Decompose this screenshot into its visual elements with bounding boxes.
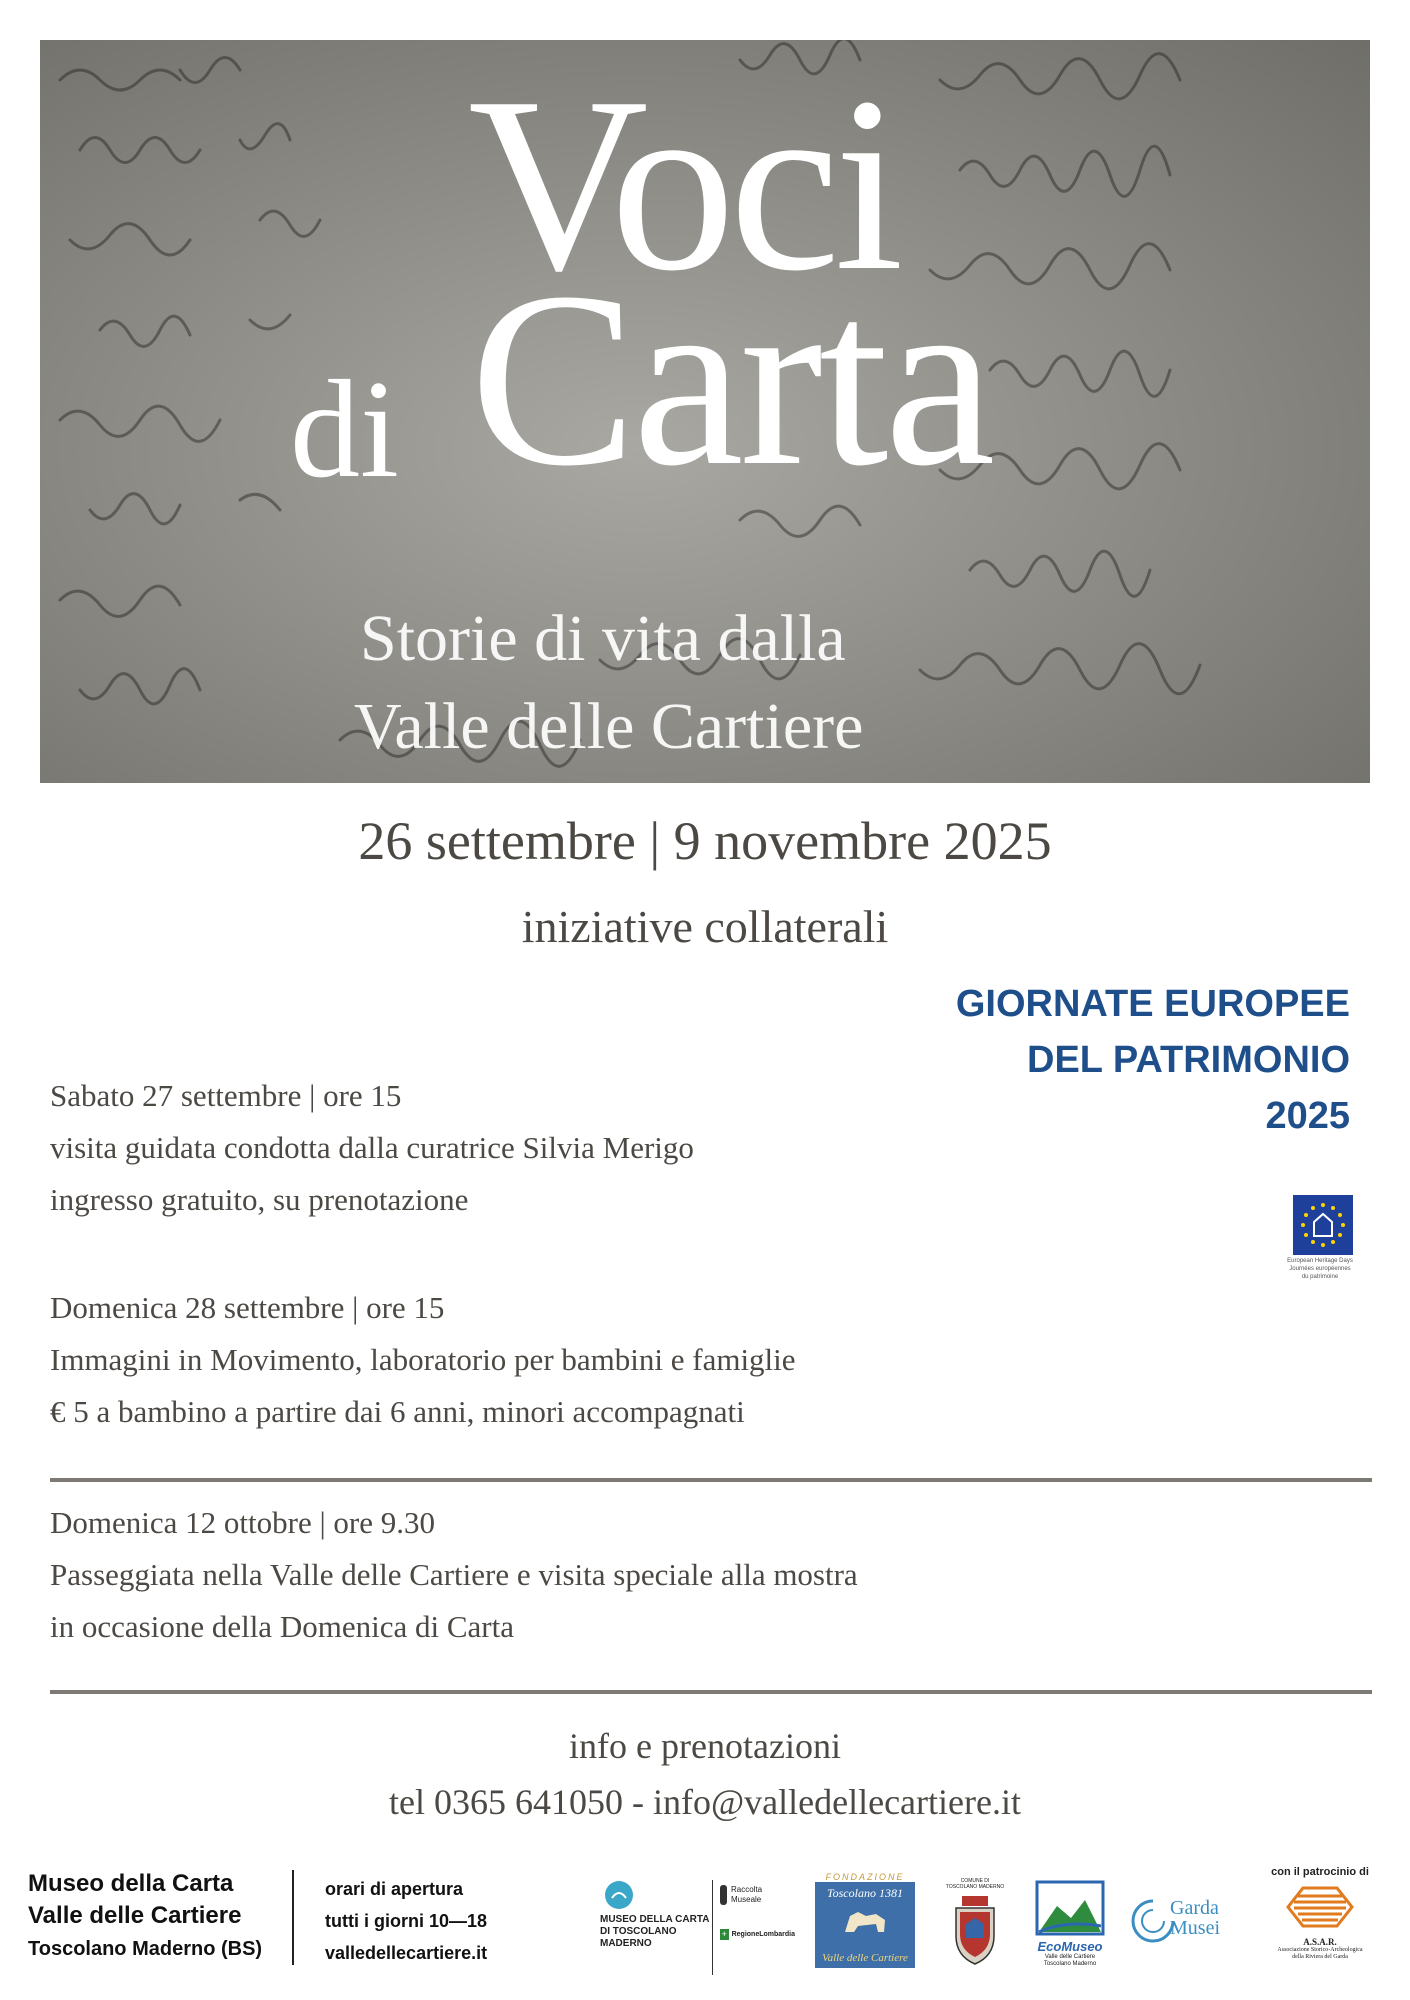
asar-emblem-icon xyxy=(1278,1882,1362,1932)
garda-text: Garda xyxy=(1170,1897,1219,1919)
asar-logo xyxy=(1250,1866,1390,1961)
hours-value: tutti i giorni 10—18 xyxy=(325,1911,488,1931)
eu-stars-icon xyxy=(1294,1196,1352,1254)
hero-image xyxy=(40,40,1370,783)
subtitle-line-1: Storie di vita dalla xyxy=(360,602,846,675)
crest-icon xyxy=(948,1894,1002,1966)
ecomuseo-text: Toscolano Maderno xyxy=(1043,1961,1097,1967)
raccolta-text: Raccolta xyxy=(731,1885,763,1894)
footer-divider xyxy=(292,1870,294,1965)
ecomuseo-icon xyxy=(1035,1880,1105,1936)
museum-subname: Valle delle Cartiere xyxy=(28,1902,242,1929)
logo-divider xyxy=(712,1880,713,1975)
regione-cross-icon: + xyxy=(721,1929,727,1939)
raccolta-text: Museale xyxy=(731,1895,762,1904)
event-line: Immagini in Movimento, laboratorio per bambini e famiglie xyxy=(50,1342,796,1377)
collateral-heading: iniziative collaterali xyxy=(521,901,889,952)
event-when: Sabato 27 settembre | ore 15 xyxy=(50,1078,402,1113)
event-line: € 5 a bambino a partire dai 6 anni, minori accompagnati xyxy=(50,1394,745,1429)
footer-museum xyxy=(28,1868,262,1966)
patrocinio-text: con il patrocinio di xyxy=(1271,1866,1369,1878)
fondazione-badge xyxy=(815,1882,915,1968)
fondazione-text: FONDAZIONE xyxy=(825,1872,905,1882)
eu-caption-2: Journées européennes xyxy=(1289,1266,1351,1272)
raccolta-museale-logo xyxy=(720,1885,795,1940)
eu-caption-1: European Heritage Days xyxy=(1287,1258,1353,1264)
footer-hours xyxy=(325,1873,487,1969)
info-heading: info e prenotazioni xyxy=(569,1726,841,1766)
museum-location: Toscolano Maderno (BS) xyxy=(28,1938,263,1960)
museo-logo-text: DI TOSCOLANO xyxy=(600,1926,677,1937)
museum-name: Museo della Carta xyxy=(28,1870,234,1897)
title-carta: Carta xyxy=(470,241,992,518)
event-line: ingresso gratuito, su prenotazione xyxy=(50,1182,469,1217)
info-contacts[interactable]: tel 0365 641050 - info@valledellecartiere.it xyxy=(389,1782,1021,1822)
museum-marker-icon xyxy=(720,1885,727,1905)
comune-logo xyxy=(940,1878,1010,1968)
event-3 xyxy=(50,1497,858,1653)
ecomuseo-logo xyxy=(1030,1880,1110,1968)
title-di: di xyxy=(290,352,399,507)
gep-line-1: GIORNATE EUROPEE xyxy=(955,983,1350,1025)
fondazione-text: Valle delle Cartiere xyxy=(822,1952,908,1964)
comune-text: COMUNE DI xyxy=(960,1878,990,1884)
museo-logo-text: MADERNO xyxy=(600,1938,652,1949)
asar-text: A.S.A.R. xyxy=(1303,1937,1337,1947)
fondazione-text: Toscolano 1381 xyxy=(827,1886,903,1900)
hours-label: orari di apertura xyxy=(325,1879,464,1899)
divider xyxy=(50,1690,1372,1694)
subtitle-line-2: Valle delle Cartiere xyxy=(354,690,864,763)
event-line: visita guidata condotta dalla curatrice Silvia Merigo xyxy=(50,1130,694,1165)
event-line: in occasione della Domenica di Carta xyxy=(50,1609,514,1644)
footer-website[interactable]: valledellecartiere.it xyxy=(325,1943,488,1963)
museo-logo-text: MUSEO DELLA CARTA xyxy=(600,1914,710,1925)
fondazione-logo xyxy=(815,1872,915,1968)
event-2 xyxy=(50,1282,796,1438)
event-1 xyxy=(50,1070,694,1226)
subtitle xyxy=(354,595,864,771)
eu-heritage-logo xyxy=(1293,1195,1353,1255)
event-when: Domenica 28 settembre | ore 15 xyxy=(50,1290,445,1325)
divider xyxy=(50,1478,1372,1482)
asar-text: della Riviera del Garda xyxy=(1292,1954,1348,1960)
regione-text: RegioneLombardia xyxy=(731,1930,795,1938)
eu-heritage-caption xyxy=(1260,1257,1380,1281)
comune-text: TOSCOLANO MADERNO xyxy=(945,1884,1005,1890)
title-voci: Voci xyxy=(468,46,898,323)
asar-text: Associazione Storico-Archeologica xyxy=(1277,1947,1363,1953)
info-block xyxy=(0,1718,1410,1830)
gep-line-2: DEL PATRIMONIO xyxy=(1027,1039,1350,1081)
ecomuseo-text: EcoMuseo xyxy=(1037,1939,1103,1954)
event-line: Passeggiata nella Valle delle Cartiere e visita speciale alla mostra xyxy=(50,1557,858,1592)
garda-text: Musei xyxy=(1170,1917,1220,1939)
event-when: Domenica 12 ottobre | ore 9.30 xyxy=(50,1505,435,1540)
museo-carta-icon xyxy=(604,1880,634,1910)
gep-block xyxy=(956,976,1350,1144)
lion-icon xyxy=(840,1904,890,1938)
garda-musei-logo xyxy=(1128,1892,1228,1952)
exhibition-dates: 26 settembre | 9 novembre 2025 xyxy=(358,811,1052,871)
ecomuseo-text: Valle delle Cartiere xyxy=(1044,1954,1096,1960)
gep-line-3: 2025 xyxy=(1265,1095,1350,1137)
eu-caption-3: du patrimoine xyxy=(1301,1274,1339,1280)
